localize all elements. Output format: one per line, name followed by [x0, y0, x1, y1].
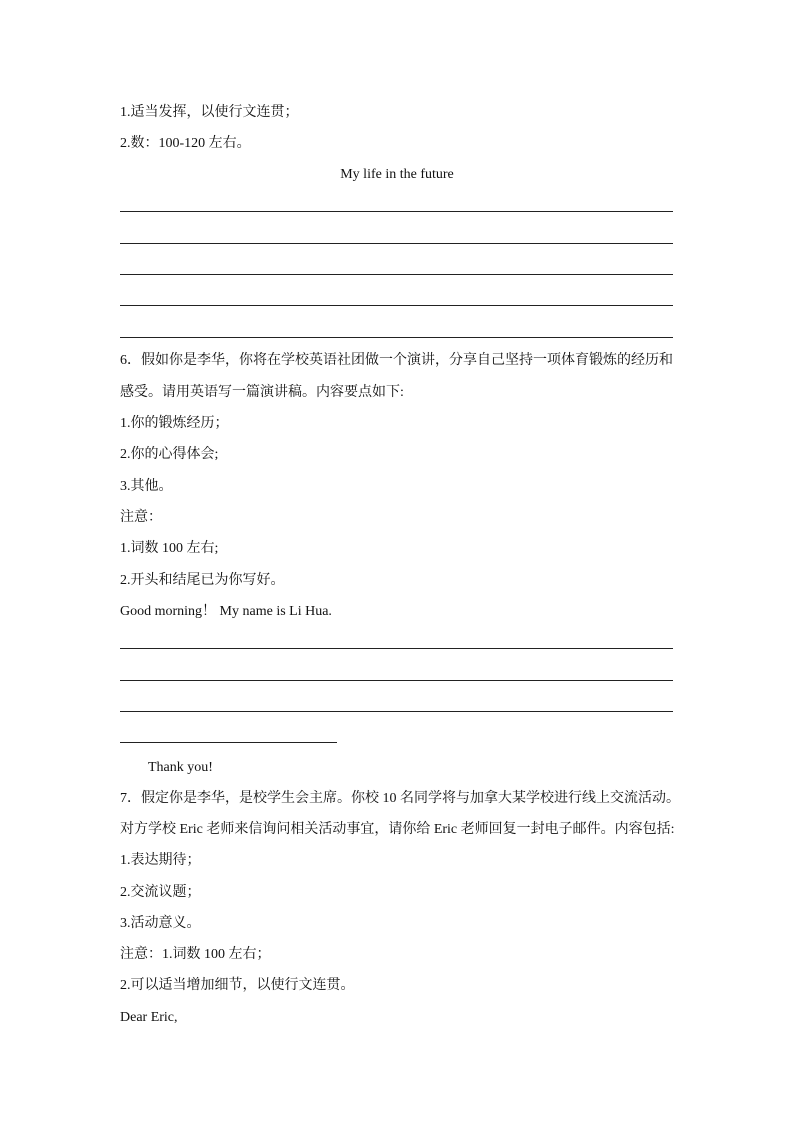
q6-closing: Thank you! — [148, 760, 213, 775]
q7-point-1: 1.表达期待； — [120, 853, 201, 868]
requirement-2: 2.数：100-120 左右。 — [120, 136, 251, 151]
answer-line — [120, 680, 673, 681]
answer-line — [120, 243, 673, 244]
q6-point-3: 3.其他。 — [120, 479, 173, 494]
q6-note-1: 1.词数 100 左右; — [120, 541, 219, 556]
q6-note-label: 注意： — [120, 510, 162, 525]
answer-line — [120, 274, 673, 275]
q6-prompt-line-2: 感受。请用英语写一篇演讲稿。内容要点如下: — [120, 385, 404, 400]
q6-point-2: 2.你的心得体会; — [120, 447, 219, 462]
q7-salutation: Dear Eric, — [120, 1010, 178, 1025]
q6-point-1: 1.你的锻炼经历； — [120, 416, 229, 431]
requirement-1: 1.适当发挥，以使行文连贯； — [120, 105, 299, 120]
q7-prompt-line-2: 对方学校 Eric 老师来信询问相关活动事宜，请你给 Eric 老师回复一封电子邮件。内容包括: — [120, 822, 675, 837]
q7-prompt-line-1: 7．假定你是李华，是校学生会主席。你校 10 名同学将与加拿大某学校进行线上交流活动。 — [120, 791, 680, 806]
q6-note-2: 2.开头和结尾已为你写好。 — [120, 573, 285, 588]
essay-title: My life in the future — [340, 167, 454, 182]
answer-line — [120, 648, 673, 649]
q7-point-2: 2.交流议题； — [120, 885, 201, 900]
answer-line-short — [120, 742, 337, 743]
q7-note-1: 注意：1.词数 100 左右； — [120, 947, 271, 962]
q7-point-3: 3.活动意义。 — [120, 916, 201, 931]
q6-prompt-line-1: 6．假如你是李华，你将在学校英语社团做一个演讲，分享自己坚持一项体育锻炼的经历和 — [120, 353, 673, 368]
q7-note-2: 2.可以适当增加细节，以使行文连贯。 — [120, 978, 355, 993]
answer-line — [120, 711, 673, 712]
answer-line — [120, 337, 673, 338]
q6-opening: Good morning！ My name is Li Hua. — [120, 604, 332, 619]
answer-line — [120, 211, 673, 212]
answer-line — [120, 305, 673, 306]
